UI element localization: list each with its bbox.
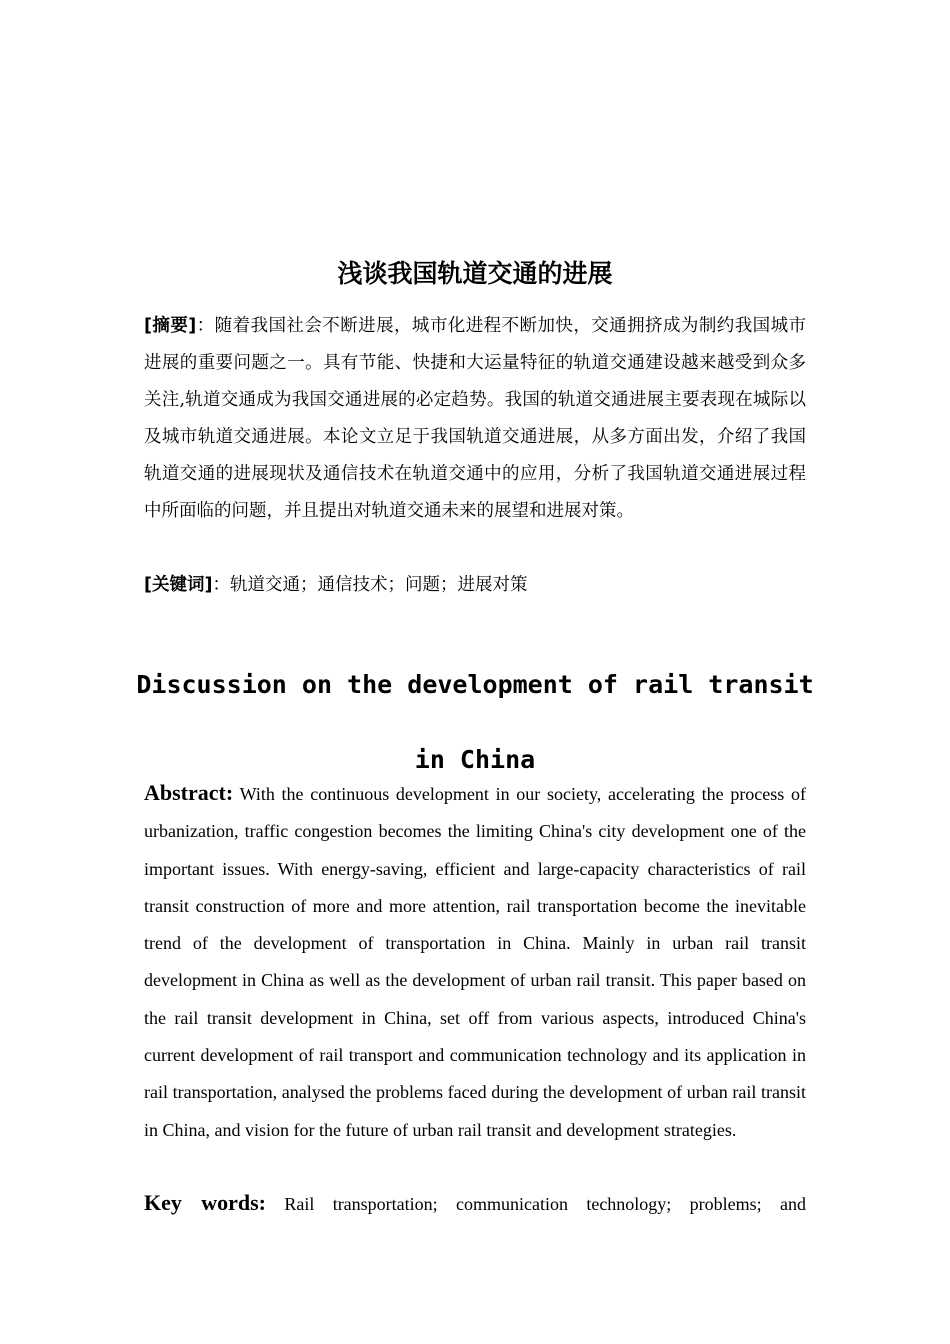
chinese-keywords: [144, 568, 806, 602]
chinese-abstract: [144, 308, 806, 530]
english-abstract-label: Abstract:: [144, 780, 234, 805]
english-abstract: [144, 774, 806, 1149]
english-title-line-2: in China: [414, 745, 536, 774]
chinese-keywords-text: 轨道交通；通信技术；问题；进展对策: [230, 575, 528, 595]
english-abstract-text: With the continuous development in our society, accelerating the process of urbanization, traffic congestion becomes the limiting China's city development one of the important issues. With energy-saving, efficient and large-capacity characteristics of rail transit construction of more and more attention, rail transportation become the inevitable trend of the development of transportation in China. Mainly in urban rail transit development in China as well as the development of urban rail transit. This paper based on the rail transit development in China, set off from various aspects, introduced China's current development of rail transport and communication technology and its application in rail transportation, analysed the problems faced during the development of urban rail transit in China, and vision for the future of urban rail transit and development strategies.: [144, 784, 806, 1140]
english-keywords-text: Rail transportation; communication technology; problems; and: [266, 1194, 806, 1214]
chinese-abstract-label: [摘要]: [144, 316, 197, 336]
chinese-keywords-separator: ：: [212, 575, 230, 595]
english-keywords-label: Key words:: [144, 1190, 266, 1215]
english-keywords: [144, 1184, 806, 1223]
chinese-keywords-label: [关键词]: [144, 575, 213, 595]
chinese-abstract-text: 随着我国社会不断进展，城市化进程不断加快，交通拥挤成为制约我国城市进展的重要问题之一。具有节能、快捷和大运量特征的轨道交通建设越来越受到众多关注,轨道交通成为我国交通进展的必定趋势。我国的轨道交通进展主要表现在城际以及城市轨道交通进展。本论文立足于我国轨道交通进展，从多方面出发，介绍了我国轨道交通的进展现状及通信技术在轨道交通中的应用，分析了我国轨道交通进展过程中所面临的问题，并且提出对轨道交通未来的展望和进展对策。: [144, 316, 807, 521]
english-title-line-1: Discussion on the development of rail transit: [136, 670, 814, 699]
chinese-title: 浅谈我国轨道交通的进展: [337, 259, 613, 288]
chinese-abstract-separator: ：: [196, 316, 215, 336]
